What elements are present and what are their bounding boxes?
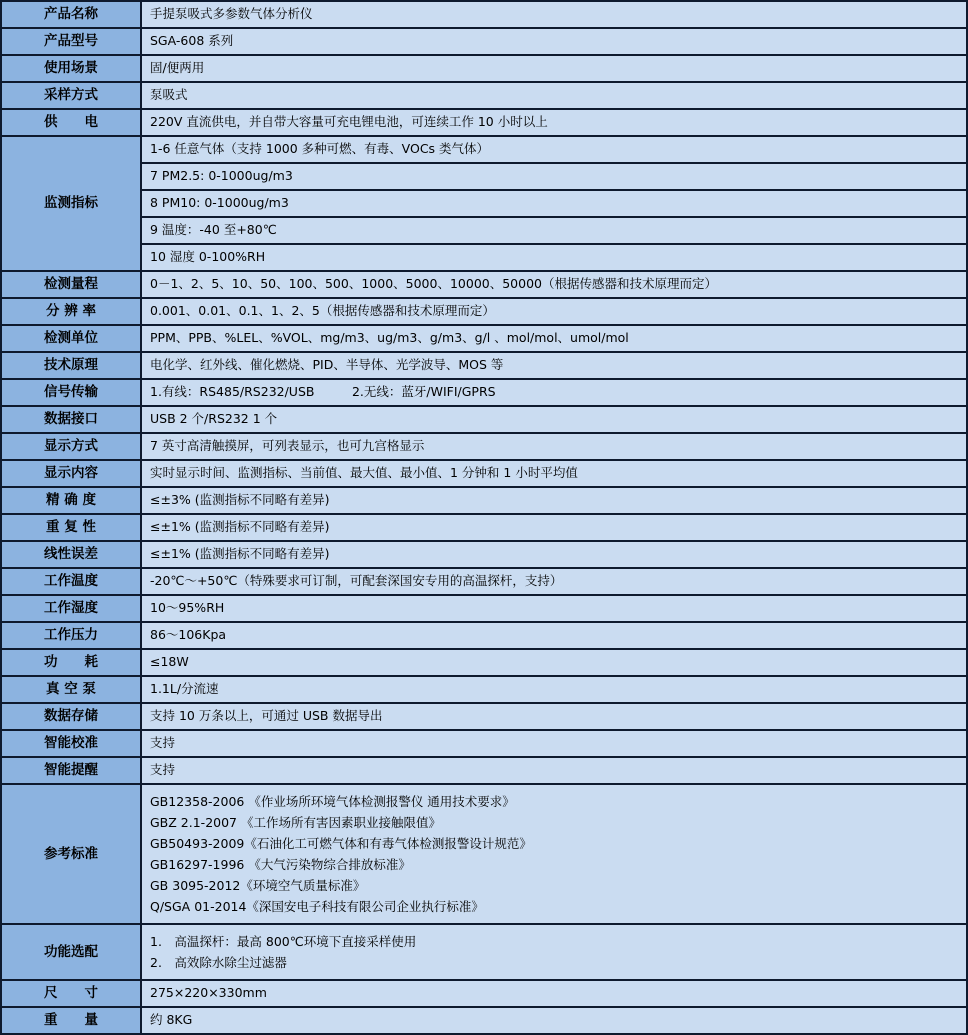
table-row (1, 406, 967, 433)
spec-value-cell: PPM、PPB、%LEL、%VOL、mg/m3、ug/m3、g/m3、g/l 、mol/mol、umol/mol (141, 325, 967, 352)
spec-label-cell: 尺 寸 (1, 980, 141, 1007)
spec-value-cell (141, 924, 967, 980)
table-row (1, 271, 967, 298)
table-row (1, 568, 967, 595)
spec-value-cell: 1-6 任意气体（支持 1000 多种可燃、有毒、VOCs 类气体） (141, 136, 967, 163)
table-row (1, 649, 967, 676)
table-row (1, 163, 967, 190)
table-row (1, 109, 967, 136)
spec-label-cell: 工作湿度 (1, 595, 141, 622)
spec-label-cell: 重 量 (1, 1007, 141, 1034)
spec-label-cell: 监测指标 (1, 136, 141, 271)
spec-label-cell: 真 空 泵 (1, 676, 141, 703)
spec-value-cell: 电化学、红外线、催化燃烧、PID、半导体、光学波导、MOS 等 (141, 352, 967, 379)
spec-value-cell: 支持 (141, 730, 967, 757)
spec-label-cell: 技术原理 (1, 352, 141, 379)
table-row (1, 55, 967, 82)
spec-value-cell: 7 英寸高清触摸屏，可列表显示，也可九宫格显示 (141, 433, 967, 460)
spec-value-cell: -20℃～+50℃（特殊要求可订制，可配套深国安专用的高温探杆，支持） (141, 568, 967, 595)
table-row (1, 595, 967, 622)
spec-label-cell: 精 确 度 (1, 487, 141, 514)
spec-label-cell: 参考标准 (1, 784, 141, 924)
table-row (1, 757, 967, 784)
spec-value-cell: 1.有线：RS485/RS232/USB 2.无线：蓝牙/WIFI/GPRS (141, 379, 967, 406)
table-row (1, 28, 967, 55)
spec-value-cell: 86～106Kpa (141, 622, 967, 649)
spec-value-line: 1. 高温探杆：最高 800℃环境下直接采样使用 (150, 934, 417, 949)
spec-label-cell: 数据存储 (1, 703, 141, 730)
spec-value-cell: 0－1、2、5、10、50、100、500、1000、5000、10000、50000（根据传感器和技术原理而定） (141, 271, 967, 298)
spec-value-cell: 9 温度：-40 至+80℃ (141, 217, 967, 244)
table-row (1, 676, 967, 703)
spec-value-cell: 220V 直流供电，并自带大容量可充电锂电池，可连续工作 10 小时以上 (141, 109, 967, 136)
spec-value-line: GB16297-1996 《大气污染物综合排放标准》 (150, 857, 411, 872)
spec-table-body (1, 1, 967, 1034)
table-row (1, 924, 967, 980)
spec-value-cell: 10～95%RH (141, 595, 967, 622)
spec-value-cell: 泵吸式 (141, 82, 967, 109)
table-row (1, 703, 967, 730)
table-row (1, 433, 967, 460)
spec-value-cell: 8 PM10: 0-1000ug/m3 (141, 190, 967, 217)
spec-label-cell: 显示内容 (1, 460, 141, 487)
table-row (1, 541, 967, 568)
spec-value-cell: 0.001、0.01、0.1、1、2、5（根据传感器和技术原理而定） (141, 298, 967, 325)
table-row (1, 217, 967, 244)
spec-label-cell: 采样方式 (1, 82, 141, 109)
spec-value-line: GB12358-2006 《作业场所环境气体检测报警仪 通用技术要求》 (150, 794, 515, 809)
spec-value-cell: 1.1L/分流速 (141, 676, 967, 703)
spec-value-cell: 10 湿度 0-100%RH (141, 244, 967, 271)
table-row (1, 352, 967, 379)
spec-label-cell: 功能选配 (1, 924, 141, 980)
table-row (1, 82, 967, 109)
spec-label-cell: 使用场景 (1, 55, 141, 82)
spec-value-line: 2. 高效除水除尘过滤器 (150, 955, 287, 970)
table-row (1, 487, 967, 514)
table-row (1, 190, 967, 217)
spec-label-cell: 产品型号 (1, 28, 141, 55)
table-row (1, 514, 967, 541)
spec-label-cell: 检测单位 (1, 325, 141, 352)
table-row (1, 622, 967, 649)
spec-value-cell: 275×220×330mm (141, 980, 967, 1007)
spec-label-cell: 智能校准 (1, 730, 141, 757)
spec-value-cell: 固/便两用 (141, 55, 967, 82)
spec-value-cell: ≤±3% (监测指标不同略有差异) (141, 487, 967, 514)
spec-label-cell: 重 复 性 (1, 514, 141, 541)
table-row (1, 136, 967, 163)
table-row (1, 1, 967, 28)
table-row (1, 460, 967, 487)
spec-value-cell: ≤18W (141, 649, 967, 676)
spec-label-cell: 分 辨 率 (1, 298, 141, 325)
table-row (1, 980, 967, 1007)
spec-value-cell: ≤±1% (监测指标不同略有差异) (141, 541, 967, 568)
table-row (1, 784, 967, 924)
spec-value-cell: 实时显示时间、监测指标、当前值、最大值、最小值、1 分钟和 1 小时平均值 (141, 460, 967, 487)
spec-value-cell: ≤±1% (监测指标不同略有差异) (141, 514, 967, 541)
spec-label-cell: 产品名称 (1, 1, 141, 28)
spec-value-line: GBZ 2.1-2007 《工作场所有害因素职业接触限值》 (150, 815, 441, 830)
table-row (1, 325, 967, 352)
spec-label-cell: 工作压力 (1, 622, 141, 649)
table-row (1, 1007, 967, 1034)
table-row (1, 379, 967, 406)
table-row (1, 244, 967, 271)
spec-label-cell: 功 耗 (1, 649, 141, 676)
spec-label-cell: 工作温度 (1, 568, 141, 595)
spec-value-cell (141, 784, 967, 924)
spec-value-cell: 支持 (141, 757, 967, 784)
spec-label-cell: 显示方式 (1, 433, 141, 460)
table-row (1, 298, 967, 325)
spec-value-cell: USB 2 个/RS232 1 个 (141, 406, 967, 433)
spec-value-cell: 手提泵吸式多参数气体分析仪 (141, 1, 967, 28)
spec-value-cell: SGA-608 系列 (141, 28, 967, 55)
spec-value-cell: 约 8KG (141, 1007, 967, 1034)
spec-label-cell: 信号传输 (1, 379, 141, 406)
spec-value-cell: 支持 10 万条以上，可通过 USB 数据导出 (141, 703, 967, 730)
spec-label-cell: 智能提醒 (1, 757, 141, 784)
table-row (1, 730, 967, 757)
spec-label-cell: 检测量程 (1, 271, 141, 298)
spec-label-cell: 线性误差 (1, 541, 141, 568)
spec-value-line: GB50493-2009《石油化工可燃气体和有毒气体检测报警设计规范》 (150, 836, 532, 851)
spec-value-line: Q/SGA 01-2014《深国安电子科技有限公司企业执行标准》 (150, 899, 484, 914)
spec-value-line: GB 3095-2012《环境空气质量标准》 (150, 878, 366, 893)
spec-value-cell: 7 PM2.5: 0-1000ug/m3 (141, 163, 967, 190)
spec-label-cell: 供 电 (1, 109, 141, 136)
spec-label-cell: 数据接口 (1, 406, 141, 433)
